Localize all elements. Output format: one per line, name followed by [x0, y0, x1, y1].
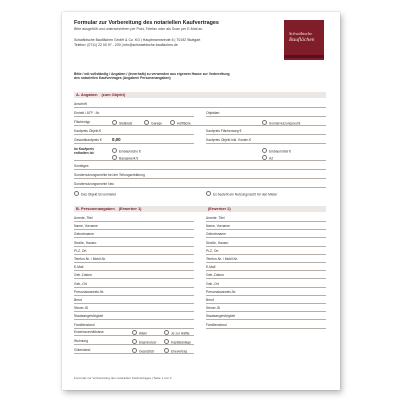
contact-line: Telefon: (0711) 22 00 97 - 200 | info@schwaebische-bauflachen.de [74, 42, 178, 47]
person-field-label-2: E-Mail [206, 265, 216, 270]
label-sondernutzung-neu: Sondernutzungsrechte Neu [74, 182, 115, 186]
field-objektart[interactable] [206, 116, 326, 117]
person-field-label-2: Personalausweis-Nr. [206, 289, 237, 294]
person-field-input-2[interactable] [206, 295, 326, 296]
label-flaechentyp: Flächentyp [74, 120, 91, 124]
option-einbaukueche-label: Einbauküche € [119, 149, 141, 154]
person-field-input-1[interactable] [74, 319, 194, 320]
option-baugewerk-label: Baugewerk € [119, 156, 139, 161]
address-line: Schwäbische Bauflächen GmbH & Co. KG | Hauptmannsreute 6 | 70192 Stuttgart [74, 38, 201, 42]
radio-icon [262, 148, 267, 153]
person-field-label-1: Steuer-ID [74, 306, 89, 311]
label-kaufpreis-flaechen: Kaufpreis Flächenweg € [206, 129, 242, 133]
option-kapitalanlage-label: Kapitalanlage [171, 340, 191, 345]
person-field-label-1: Name, Vorname [74, 224, 98, 229]
option-allein-label: Allein [139, 331, 148, 336]
person-field-label-1: Anrede, Titel [74, 216, 93, 220]
option-garage-label: Garage [151, 121, 162, 126]
label-kaufpreis-inkl: Kaufpreis Objekt inkl. Kosten € [206, 138, 252, 142]
label-sonstiges: Sonstiges [74, 164, 89, 168]
form-title: Formular zur Vorbereitung des notariellen Kaufvertrages [74, 20, 219, 26]
field-kaufpreis-flaechen[interactable] [206, 134, 326, 135]
person-field-input-2[interactable] [206, 221, 326, 222]
person-field-input-1[interactable] [74, 229, 194, 230]
person-field-input-2[interactable] [206, 254, 326, 255]
label-kaufpreis-objekt: Kaufpreis Objekt € [74, 129, 102, 133]
person-field-input-1[interactable] [74, 237, 194, 238]
label-erwerb: Erwerbsverhältnisse [74, 330, 104, 334]
person-field-label-1: Beruf [74, 298, 82, 302]
option-vermietet-label: Das Objekt ist vermietet [81, 192, 116, 197]
option-einbaumoebel-label: Einbaumöbel € [269, 149, 291, 154]
option-vermietet[interactable] [74, 191, 116, 197]
person-field-input-1[interactable] [74, 278, 194, 279]
person-field-label-2: Telefon-Nr. / Mobil-Nr. [206, 257, 238, 261]
person-field-label-1: Staatsangehörigkeit [74, 314, 104, 319]
person-field-label-2: Geburtsname [206, 232, 226, 237]
option-hoffflaeche-label: Hoffläche [177, 121, 191, 126]
option-sondernutzung-label: Sondernutzungsrecht [269, 121, 301, 126]
person-field-input-2[interactable] [206, 229, 326, 230]
label-einheit: Einheit / ATP - Nr. [74, 111, 100, 115]
person-field-input-1[interactable] [74, 287, 194, 288]
person-field-label-2: Beruf [206, 298, 214, 302]
label-sondernutzung-bisher: Sondernutzungsrechte bei der Teilungserklärung [74, 173, 145, 177]
field-sondernutzung-neu[interactable] [74, 187, 326, 188]
option-eigennutz-label: Eigennutzer [139, 340, 157, 345]
person-field-input-2[interactable] [206, 303, 326, 304]
section-a-subtitle: (zum Objekt) [101, 92, 126, 97]
person-field-input-1[interactable] [74, 295, 194, 296]
section-a-title: A. Angaben [76, 92, 98, 97]
person-field-label-1: Geburtsname [74, 232, 94, 237]
logo-bar [284, 55, 324, 58]
label-wohnung: Wohnung [74, 339, 89, 343]
row-divider [74, 353, 194, 354]
field-anschrift[interactable] [74, 107, 326, 108]
section-b-buyer1: (Erwerber 1) [118, 206, 142, 211]
person-field-label-2: Geb.-Ort [206, 281, 219, 286]
person-field-label-2: Steuer-ID [206, 306, 221, 311]
person-field-input-2[interactable] [206, 287, 326, 288]
radio-icon [74, 191, 79, 196]
person-field-label-1: PLZ, Ort [74, 248, 87, 253]
section-b-buyer2: (Erwerber 2) [208, 206, 231, 211]
field-einheit[interactable] [74, 116, 194, 117]
intro-line1: Bitte / mit vollständig / Angaben / (innerhalb) zu verwenden aus eigenem Hause zur Vorbereitung [74, 72, 230, 76]
section-a-header [74, 92, 326, 98]
label-objektart: Objektart [206, 111, 220, 115]
field-kaufpreis-inkl[interactable] [206, 143, 326, 144]
radio-icon [206, 191, 211, 196]
intro-line2: des notariellen Kaufvertrages (Angaben/ Personenangaben) [74, 76, 171, 81]
option-einbaukueche[interactable] [112, 148, 141, 154]
form-subtitle: Bitte ausgefüllt und unterschrieben per Post, Telefax oder als Scan per E-Mail an [74, 27, 203, 31]
option-gesetzlich-label: Gesetzlich [139, 349, 155, 354]
row-divider [74, 344, 194, 345]
logo-line2: Bauflächen [289, 37, 315, 43]
person-field-input-1[interactable] [74, 270, 194, 271]
person-field-input-1[interactable] [74, 246, 194, 247]
option-bruchteil-label: Je zur Hälfte [171, 331, 190, 336]
option-einbaumoebel[interactable] [262, 148, 291, 154]
person-field-input-2[interactable] [206, 246, 326, 247]
person-field-input-2[interactable] [206, 270, 326, 271]
person-field-label-1: Geb.-Ort [74, 281, 87, 286]
row-divider [74, 160, 326, 161]
label-gesamtkaufpreis: Gesamtkaufpreis € [74, 138, 102, 142]
logo-line1: Schwäbische [289, 31, 313, 36]
intro-text [74, 72, 294, 80]
person-field-label-1: E-Mail [74, 265, 84, 270]
person-field-label-2: Familienstand [206, 322, 227, 327]
person-field-label-1: Geb.-Datum [74, 273, 92, 278]
person-field-input-2[interactable] [206, 311, 326, 312]
person-field-input-2[interactable] [206, 237, 326, 238]
field-sonstiges[interactable] [74, 169, 326, 170]
row-divider [74, 335, 194, 336]
person-field-label-1: Familienstand [74, 322, 95, 327]
company-address [74, 38, 274, 47]
person-field-label-2: Staatsangehörigkeit [206, 314, 236, 319]
option-az-label: AZ [269, 156, 274, 161]
field-kaufpreis-objekt[interactable] [74, 134, 194, 135]
person-field-input-1[interactable] [74, 311, 194, 312]
person-field-input-2[interactable] [206, 319, 326, 320]
form-sheet [62, 12, 340, 390]
section-b-title: B. Personenangaben [76, 206, 115, 211]
company-logo [284, 20, 324, 60]
person-field-input-1[interactable] [74, 221, 194, 222]
person-field-label-1: Personalausweis-Nr. [74, 289, 105, 294]
row-divider [74, 125, 326, 126]
person-field-input-1[interactable] [74, 303, 194, 304]
person-field-input-2[interactable] [206, 328, 326, 329]
option-nutzungsrecht[interactable] [206, 191, 277, 197]
person-field-label-2: Anrede, Titel [206, 216, 225, 220]
person-field-label-2: Straße, Hausnr. [206, 240, 230, 245]
person-field-input-2[interactable] [206, 278, 326, 279]
label-anschrift: Anschrift [74, 102, 87, 106]
section-b-header [74, 206, 326, 212]
gesamtkaufpreis-value: 0,00 [112, 137, 121, 142]
label-gueterstand: Güterstand [74, 348, 91, 352]
person-field-label-2: Name, Vorname [206, 224, 230, 229]
page-footer: Formular zur Vorbereitung des notariellen Kaufvertrages | Seite 1 von 2 [74, 376, 172, 380]
label-inklusive: Im Kaufpreis enthalten ist: [74, 147, 95, 155]
option-ehevertrag-label: Ehevertrag [171, 349, 188, 354]
person-field-label-1: Straße, Hausnr. [74, 240, 98, 245]
person-field-input-2[interactable] [206, 262, 326, 263]
person-field-label-2: PLZ, Ort [206, 248, 219, 253]
option-stellplatz-label: Stellplatz [119, 121, 133, 126]
person-field-input-1[interactable] [74, 262, 194, 263]
field-gesamtkaufpreis[interactable] [74, 143, 194, 144]
radio-icon [112, 148, 117, 153]
option-nutzungsrecht-label: Es besteht ein Nutzungsrecht für den Mieter [213, 192, 278, 197]
person-field-input-1[interactable] [74, 328, 194, 329]
field-sondernutzung-bisher[interactable] [74, 178, 326, 179]
person-field-label-1: Telefon-Nr. / Mobil-Nr. [74, 257, 106, 261]
person-field-label-2: Geb.-Datum [206, 273, 224, 278]
person-field-input-1[interactable] [74, 254, 194, 255]
